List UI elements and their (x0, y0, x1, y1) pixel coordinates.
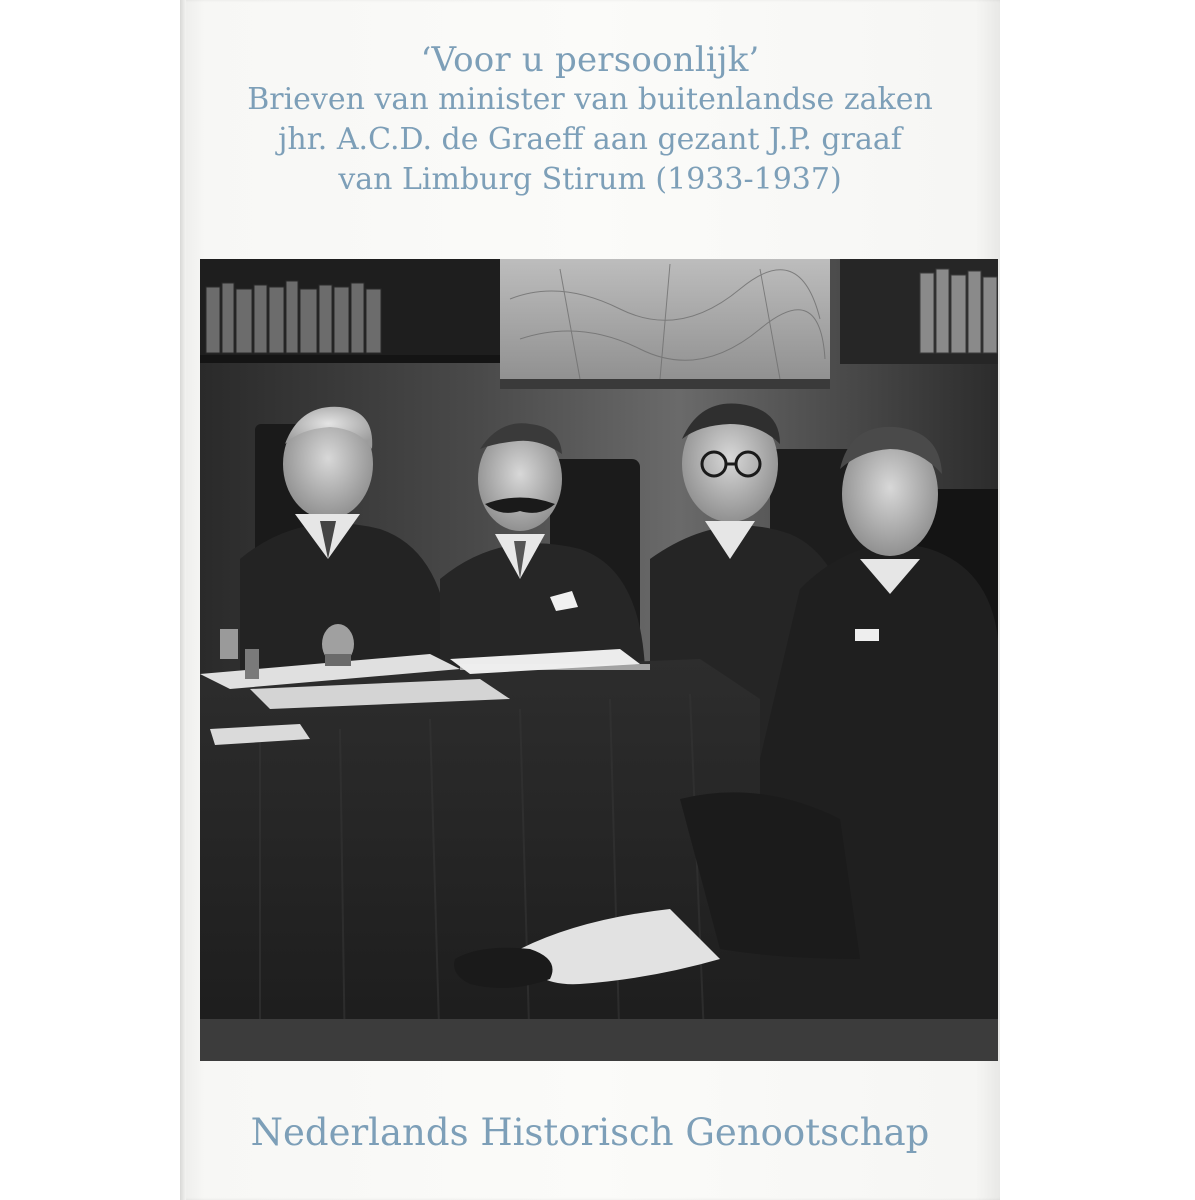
cover-photograph (200, 259, 998, 1061)
book-subtitle-line-3: van Limburg Stirum (1933-1937) (338, 162, 842, 197)
book-subtitle-line-1: Brieven van minister van buitenlandse zaken (247, 82, 933, 117)
cover-title-block (186, 40, 994, 200)
book-subtitle-line-2: jhr. A.C.D. de Graeff aan gezant J.P. graaf (278, 122, 902, 157)
group-portrait-photo (200, 259, 998, 1061)
publisher-name: Nederlands Historisch Genootschap (250, 1111, 930, 1154)
book-title: ‘Voor u persoonlijk’ (420, 40, 760, 80)
